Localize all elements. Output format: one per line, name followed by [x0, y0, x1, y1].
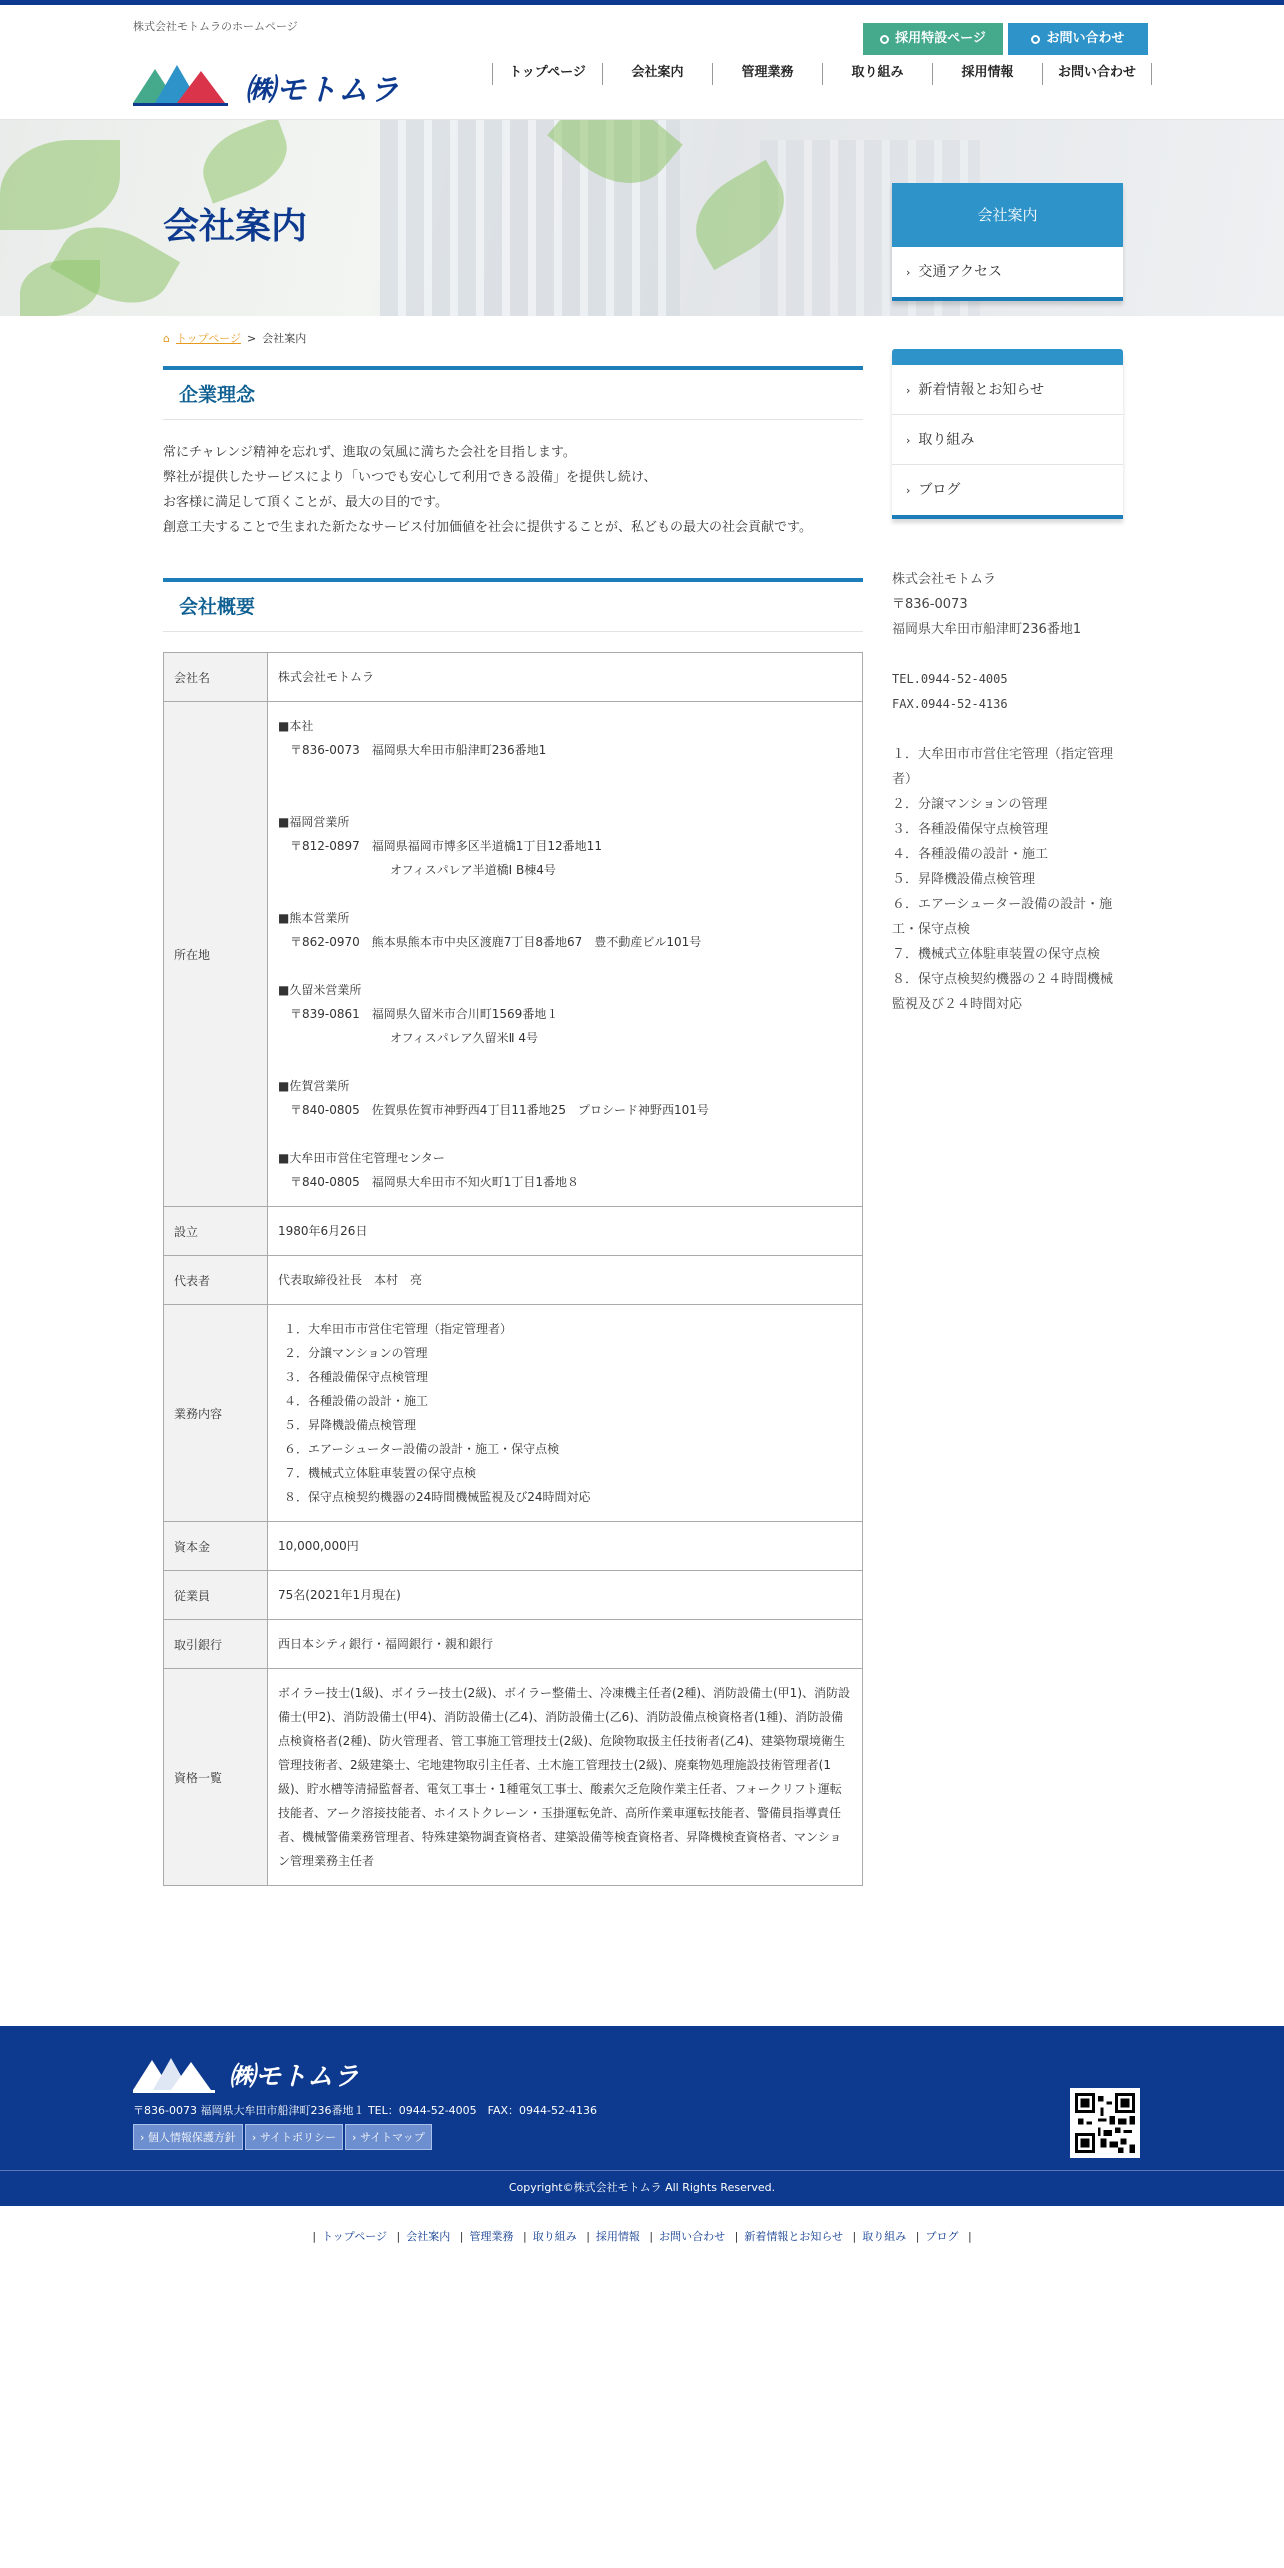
- business-item: ５．昇降機設備点検管理: [284, 1418, 417, 1432]
- chevron-right-icon: ›: [140, 2131, 148, 2144]
- outline-heading: 会社概要: [163, 578, 863, 632]
- service-item: １．大牟田市市営住宅管理（指定管理者）: [892, 747, 1114, 787]
- global-nav: [492, 63, 1152, 85]
- row-value: 75名(2021年1月現在): [268, 1571, 863, 1620]
- recruit-special-label: 採用特設ページ: [895, 31, 986, 46]
- row-value: 西日本シティ銀行・福岡銀行・親和銀行: [268, 1620, 863, 1669]
- row-value-addresses: [268, 702, 863, 1207]
- bottom-nav-link[interactable]: 新着情報とお知らせ: [744, 2230, 844, 2243]
- bottom-nav-link[interactable]: 採用情報: [595, 2230, 640, 2243]
- office-address-2: オフィスパレア久留米Ⅱ 4号: [390, 1031, 539, 1045]
- qr-code-icon: [1070, 2088, 1140, 2158]
- submenu-item-access[interactable]: [892, 247, 1123, 297]
- bottom-nav-link[interactable]: お問い合わせ: [659, 2230, 726, 2243]
- philosophy-heading: 企業理念: [163, 366, 863, 420]
- table-row: [164, 1305, 863, 1522]
- table-row: [164, 1620, 863, 1669]
- footer-address: 〒836-0073 福岡県大牟田市船津町236番地１ TEL：0944-52-4005 FAX：0944-52-4136: [133, 2104, 597, 2117]
- logo-mark-icon: [133, 63, 238, 109]
- office-block: [278, 714, 852, 786]
- office-address: 〒862-0970 熊本県熊本市中央区渡鹿7丁目8番地67 豊不動産ビル101号: [290, 935, 702, 949]
- copyright: Copyright©株式会社モトムラ All Rights Reserved.: [0, 2170, 1284, 2206]
- site-footer: [0, 2026, 1284, 2206]
- chevron-right-icon: ›: [251, 2131, 260, 2144]
- footer-link-label: サイトポリシー: [259, 2131, 337, 2144]
- company-address: 福岡県大牟田市船津町236番地1: [892, 622, 1082, 637]
- row-label: 資格一覧: [164, 1669, 268, 1886]
- office-name: ■本社: [278, 719, 314, 733]
- row-value: 株式会社モトムラ: [268, 653, 863, 702]
- row-label: 資本金: [164, 1522, 268, 1571]
- office-address-2: [278, 762, 852, 786]
- nav-recruit[interactable]: 採用情報: [932, 63, 1042, 85]
- sidebar: [892, 349, 1123, 1017]
- row-label: 取引銀行: [164, 1620, 268, 1669]
- bottom-nav: | トップページ | 会社案内 | 管理業務 | 取り組み | 採用情報 | お問い合わせ | 新着情報とお知らせ | 取り組み | ブログ |: [312, 2230, 972, 2243]
- office-block: [278, 1074, 852, 1122]
- service-item: ３．各種設備保守点検管理: [892, 822, 1049, 837]
- office-address-2: オフィスパレア半道橋Ⅰ B棟4号: [390, 863, 556, 877]
- business-item: ８．保守点検契約機器の24時間機械監視及び24時間対応: [284, 1490, 591, 1504]
- nav-company[interactable]: 会社案内: [602, 63, 712, 85]
- office-block: [278, 978, 852, 1050]
- office-address: 〒839-0861 福岡県久留米市合川町1569番地１: [290, 1007, 559, 1021]
- office-name: ■福岡営業所: [278, 815, 350, 829]
- table-row: [164, 1522, 863, 1571]
- philosophy-text: [163, 440, 863, 540]
- service-item: ２．分譲マンションの管理: [892, 797, 1048, 812]
- site-policy-link[interactable]: [245, 2124, 343, 2150]
- chevron-right-icon: ›: [906, 266, 911, 279]
- hero-banner: [0, 120, 1284, 316]
- company-fax: FAX.0944-52-4136: [892, 697, 1008, 711]
- contact-button[interactable]: [1008, 23, 1148, 55]
- breadcrumb: [163, 330, 306, 346]
- company-name: 株式会社モトムラ: [892, 572, 997, 587]
- philosophy-line: お客様に満足して頂くことが、最大の目的です。: [163, 495, 448, 510]
- row-value: 10,000,000円: [268, 1522, 863, 1571]
- submenu-item-label: 交通アクセス: [918, 264, 1002, 280]
- sitemap-link[interactable]: [345, 2124, 432, 2150]
- hero-leaf-image: [192, 120, 297, 204]
- footer-link-label: 個人情報保護方針: [147, 2131, 236, 2144]
- nav-contact[interactable]: お問い合わせ: [1042, 63, 1152, 85]
- sidebar-item-label: 取り組み: [918, 432, 975, 448]
- site-logo[interactable]: [133, 63, 423, 109]
- office-name: ■久留米営業所: [278, 983, 362, 997]
- sidebar-item-blog[interactable]: [892, 465, 1123, 515]
- office-address: 〒812-0897 福岡県福岡市博多区半道橋1丁目12番地11: [290, 839, 602, 853]
- table-row: [164, 1207, 863, 1256]
- nav-top[interactable]: トップページ: [492, 63, 602, 85]
- sidebar-item-news[interactable]: [892, 365, 1123, 415]
- privacy-policy-link[interactable]: [133, 2124, 243, 2150]
- breadcrumb-home-link[interactable]: トップページ: [175, 332, 241, 345]
- bottom-nav-link[interactable]: 取り組み: [532, 2230, 577, 2243]
- row-label: 設立: [164, 1207, 268, 1256]
- footer-logo[interactable]: [133, 2056, 383, 2096]
- circle-icon: [1031, 35, 1040, 44]
- row-value: 1980年6月26日: [268, 1207, 863, 1256]
- business-item: ２．分譲マンションの管理: [284, 1346, 428, 1360]
- office-block: [278, 810, 852, 882]
- page-title: 会社案内: [163, 206, 308, 247]
- business-item: １．大牟田市市営住宅管理（指定管理者）: [284, 1322, 513, 1336]
- table-row: [164, 702, 863, 1207]
- chevron-right-icon: ›: [906, 434, 911, 447]
- site-header: [0, 5, 1284, 120]
- office-block: [278, 1146, 852, 1194]
- service-item: ５．昇降機設備点検管理: [892, 872, 1036, 887]
- office-name: ■大牟田市営住宅管理センター: [278, 1151, 445, 1165]
- bottom-nav-link[interactable]: ブログ: [925, 2230, 959, 2243]
- bottom-nav-link[interactable]: 管理業務: [469, 2230, 514, 2243]
- logo-mark-icon: [133, 2056, 223, 2096]
- hero-leaf-image: [0, 140, 120, 230]
- office-address: 〒840-0805 佐賀県佐賀市神野西4丁目11番地25 プロシード神野西101号: [290, 1103, 709, 1117]
- top-buttons: [863, 23, 1148, 55]
- breadcrumb-current: 会社案内: [262, 332, 307, 345]
- site-tagline: 株式会社モトムラのホームページ: [133, 20, 298, 33]
- nav-initiatives[interactable]: 取り組み: [822, 63, 932, 85]
- row-label: 代表者: [164, 1256, 268, 1305]
- logo-text: ㈱モトムラ: [245, 73, 400, 108]
- company-zip: 〒836-0073: [892, 597, 968, 612]
- submenu-heading[interactable]: 会社案内: [892, 183, 1123, 247]
- recruit-special-button[interactable]: [863, 23, 1003, 55]
- contact-label: お問い合わせ: [1046, 31, 1125, 46]
- chevron-right-icon: ›: [352, 2131, 360, 2144]
- chevron-right-icon: ›: [906, 484, 911, 497]
- office-address: 〒836-0073 福岡県大牟田市船津町236番地1: [290, 743, 547, 757]
- company-tel: TEL.0944-52-4005: [892, 672, 1008, 686]
- business-item: ６．エアーシューター設備の設計・施工・保守点検: [284, 1442, 560, 1456]
- row-label: 従業員: [164, 1571, 268, 1620]
- company-outline-table: [163, 652, 863, 1886]
- circle-icon: [880, 35, 889, 44]
- service-item: ７．機械式立体駐車装置の保守点検: [892, 947, 1101, 962]
- submenu-card: [892, 183, 1123, 301]
- footer-logo-text: ㈱モトムラ: [229, 2062, 360, 2092]
- footer-link-label: サイトマップ: [359, 2131, 425, 2144]
- row-value: ボイラー技士(1級)、ボイラー技士(2級)、ボイラー整備士、冷凍機主任者(2種)、消防設備士(甲1)、消防設備士(甲2)、消防設備士(甲4)、消防設備士(乙4)、消防設備士(乙6)、消防設備点検資格者(1種)、消防設備点検資格者(2種)、防火管理者、管工事施工管理技士(2級)、危険物取扱主任技術者(乙4)、建築物環境衛生管理技術者、2級建築士、宅地建物取引主任者、土木施工管理技士(2級)、廃棄物処理施設技術管理者(1級)、貯水槽等清掃監督者、電気工事士・1種電気工事士、酸素欠乏危険作業主任者、フォークリフト運転技能者、アーク溶接技能者、ホイストクレーン・玉掛運転免許、高所作業車運転技能者、警備員指導責任者、機械警備業務管理者、特殊建築物調査資格者、建築設備等検査資格者、昇降機検査資格者、マンション管理業務主任者: [268, 1669, 863, 1886]
- philosophy-line: 常にチャレンジ精神を忘れず、進取の気風に満ちた会社を目指します。: [163, 445, 576, 460]
- table-row: [164, 1256, 863, 1305]
- sidebar-item-label: 新着情報とお知らせ: [918, 382, 1044, 398]
- row-value: 代表取締役社長 本村 亮: [268, 1256, 863, 1305]
- hero-leaf-image: [20, 260, 100, 316]
- row-label: 所在地: [164, 702, 268, 1207]
- service-item: ６．エアーシューター設備の設計・施工・保守点検: [892, 897, 1113, 937]
- row-label: 会社名: [164, 653, 268, 702]
- chevron-right-icon: ›: [906, 384, 911, 397]
- philosophy-line: 弊社が提供したサービスにより「いつでも安心して利用できる設備」を提供し続け、: [163, 470, 657, 485]
- main-content: [163, 366, 863, 1886]
- bottom-nav-link[interactable]: トップページ: [322, 2230, 388, 2243]
- breadcrumb-separator: >: [247, 331, 257, 345]
- office-name: ■熊本営業所: [278, 911, 350, 925]
- row-value-business: [268, 1305, 863, 1522]
- business-item: ４．各種設備の設計・施工: [284, 1394, 429, 1408]
- sidebar-menu: [892, 349, 1123, 519]
- bottom-nav-link[interactable]: 取り組み: [862, 2230, 907, 2243]
- office-block: [278, 906, 852, 954]
- office-name: ■佐賀営業所: [278, 1079, 350, 1093]
- service-item: ４．各種設備の設計・施工: [892, 847, 1049, 862]
- nav-management[interactable]: 管理業務: [712, 63, 822, 85]
- row-label: 業務内容: [164, 1305, 268, 1522]
- sidebar-item-initiatives[interactable]: [892, 415, 1123, 465]
- service-item: ８．保守点検契約機器の２４時間機械監視及び２４時間対応: [892, 972, 1114, 1012]
- philosophy-line: 創意工夫することで生まれた新たなサービス付加価値を社会に提供することが、私どもの最大の社会貢献です。: [163, 520, 812, 535]
- table-row: [164, 1571, 863, 1620]
- footer-links: [133, 2124, 432, 2150]
- sidebar-item-label: ブログ: [918, 482, 961, 498]
- bottom-nav-link[interactable]: 会社案内: [406, 2230, 451, 2243]
- sidebar-company-info: [892, 567, 1123, 1017]
- home-icon: ⌂: [163, 331, 170, 345]
- business-item: ３．各種設備保守点検管理: [284, 1370, 429, 1384]
- table-row: [164, 1669, 863, 1886]
- table-row: [164, 653, 863, 702]
- office-address: 〒840-0805 福岡県大牟田市不知火町1丁目1番地８: [290, 1175, 580, 1189]
- business-item: ７．機械式立体駐車装置の保守点検: [284, 1466, 477, 1480]
